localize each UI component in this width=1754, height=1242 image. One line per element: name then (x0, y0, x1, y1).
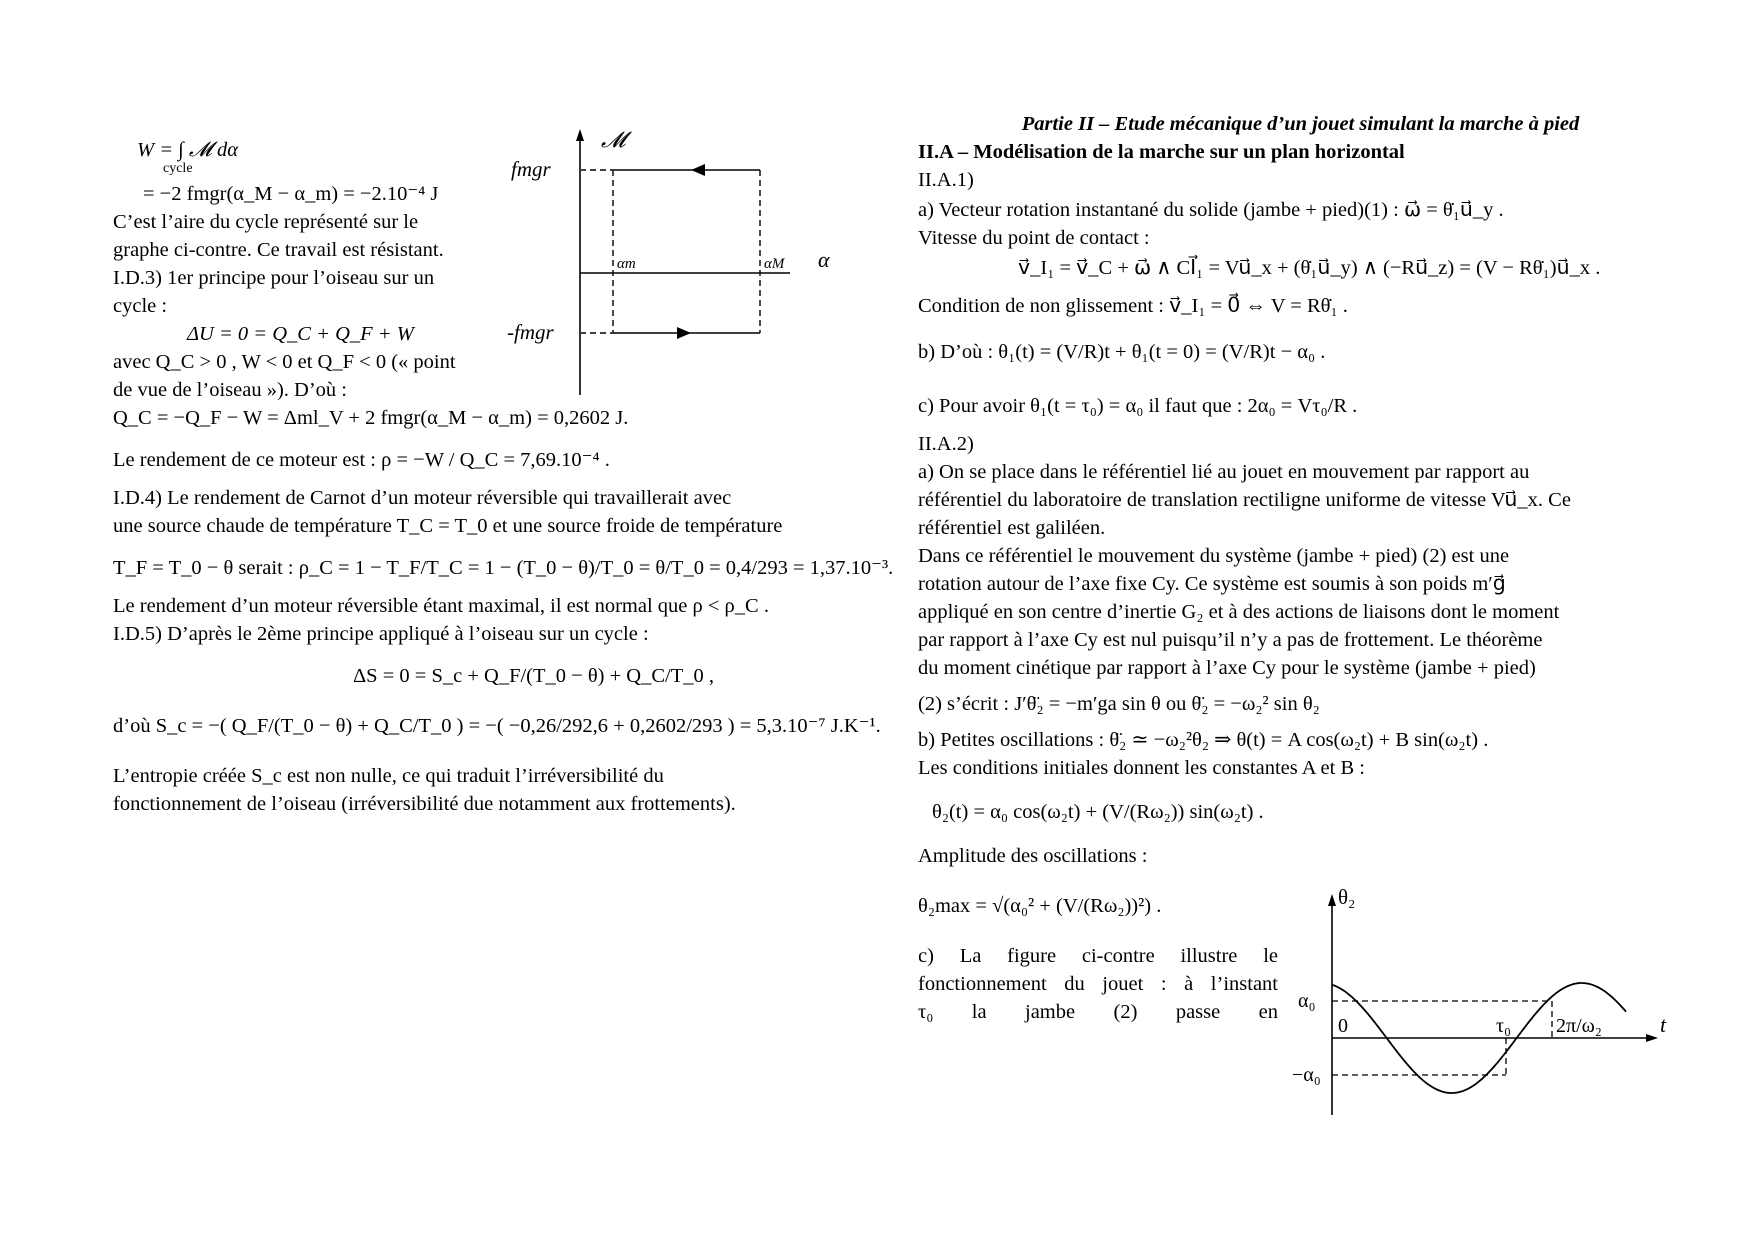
text-line: graphe ci-contre. Ce travail est résistant. (113, 239, 444, 261)
minus-fmgr-label: -fmgr (507, 320, 554, 344)
section-title: II.A – Modélisation de la marche sur un plan horizontal (918, 141, 1405, 163)
t-axis-arrow (1646, 1034, 1658, 1042)
text-line: avec Q_C > 0 , W < 0 et Q_F < 0 (« point (113, 351, 456, 373)
amplitude-eq: θ₂max = √(α₀² + (V/(Rω₂))²) . (918, 895, 1162, 917)
rotation-vector: a) Vecteur rotation instantané du solide (jambe + pied)(1) : ω⃗ = θ̇₁u⃗_y . (918, 199, 1504, 221)
text-line: fonctionnement de l’oiseau (irréversibilité due notamment aux frottements). (113, 793, 736, 815)
integral-subscript: cycle (163, 161, 193, 176)
text-line: rotation autour de l’axe fixe Cy. Ce système est soumis à son poids m′g⃗ (918, 573, 1506, 595)
text-line: τ₀ la jambe (2) passe en (918, 1001, 1278, 1023)
text-line: C’est l’aire du cycle représenté sur le (113, 211, 419, 233)
text-line: par rapport à l’axe Cy est nul puisqu’il n’y a pas de frottement. Le théorème (918, 629, 1543, 651)
section-id5: I.D.5) D’après le 2ème principe appliqué à l’oiseau sur un cycle : (113, 623, 649, 645)
minus-alpha0-label: −α₀ (1292, 1064, 1321, 1086)
text-line: c) La figure ci-contre illustre le (918, 945, 1278, 967)
moment-eq: (2) s’écrit : J′θ̈₂ = −m′ga sin θ ou θ̈₂ = −ω₂² sin θ₂ (918, 693, 1320, 715)
rendement-eq: ρ = −W / Q_C = 7,69.10⁻⁴ . (381, 449, 610, 471)
entropy-eq: ΔS = 0 = S_c + Q_F/(T_0 − θ) + Q_C/T_0 , (353, 665, 714, 687)
section-iia2: II.A.2) (918, 433, 974, 455)
bottom-arrow-right (677, 327, 691, 339)
figure-caption-block (918, 942, 1278, 1026)
text-line: une source chaude de température T_C = T_0 et une source froide de température (113, 515, 783, 537)
part-title: Partie II – Etude mécanique d’un jouet simulant la marche à pied (1021, 113, 1580, 135)
text-line: a) On se place dans le référentiel lié au jouet en mouvement par rapport au (918, 461, 1530, 483)
fmgr-label: fmgr (511, 157, 551, 181)
text-line: Dans ce référentiel le mouvement du système (jambe + pied) (2) est une (918, 545, 1510, 567)
carnot-eq: T_F = T_0 − θ serait : ρ_C = 1 − T_F/T_C = 1 − (T_0 − θ)/T_0 = θ/T_0 = 0,4/293 = 1,37.10⁻³. (113, 557, 894, 579)
text-line: Les conditions initiales donnent les constantes A et B : (918, 757, 1365, 779)
section-iia1: II.A.1) (918, 169, 974, 191)
text-line: fonctionnement du jouet : à l’instant (918, 973, 1278, 995)
qc-eq: Q_C = −Q_F − W = Δml_V + 2 fmgr(α_M − α_m) = 0,2602 J. (113, 407, 629, 429)
no-slip-condition: Condition de non glissement : v⃗_I₁ = 0⃗ ⇔ V = Rθ̇₁ . (918, 295, 1348, 317)
rendement-text: Le rendement de ce moteur est : (113, 449, 376, 471)
y-axis-arrow (576, 129, 584, 141)
tau0-condition: c) Pour avoir θ₁(t = τ₀) = α₀ il faut que : 2α₀ = Vτ₀/R . (918, 395, 1358, 417)
work-integral-eq: W = ∫ 𝓜 dα (137, 139, 238, 161)
text-line: référentiel du laboratoire de translation rectiligne uniforme de vitesse Vu⃗_x. Ce (918, 489, 1571, 511)
origin-label: 0 (1338, 1015, 1348, 1037)
section-id3: I.D.3) 1er principe pour l’oiseau sur un (113, 267, 435, 289)
oscillation-graph (1290, 880, 1670, 1120)
y-axis-label: 𝓜 (601, 127, 626, 152)
text-line: appliqué en son centre d’inertie G₂ et à des actions de liaisons dont le moment (918, 601, 1560, 623)
section-id4: I.D.4) Le rendement de Carnot d’un moteur réversible qui travaillerait avec (113, 487, 732, 509)
text-line: de vue de l’oiseau »). D’où : (113, 379, 347, 401)
top-arrow-left (691, 164, 705, 176)
text-line: référentiel est galiléen. (918, 517, 1106, 539)
t-axis-label: t (1660, 1012, 1667, 1037)
text-line: du moment cinétique par rapport à l’axe Cy pour le système (jambe + pied) (918, 657, 1536, 679)
alpha-m-label: αm (617, 256, 636, 272)
small-oscillations: b) Petites oscillations : θ̈₂ ≃ −ω₂²θ₂ ⇒ θ(t) = A cos(ω₂t) + B sin(ω₂t) . (918, 729, 1489, 751)
y-axis-label: θ₂ (1338, 885, 1356, 909)
text-line: cycle : (113, 295, 168, 317)
contact-speed-eq: v⃗_I₁ = v⃗_C + ω⃗ ∧ CI⃗₁ = Vu⃗_x + (θ̇₁u⃗_y) ∧ (−Ru⃗_z) = (V − Rθ̇₁)u⃗_x . (1018, 257, 1601, 279)
text-line: Le rendement d’un moteur réversible étant maximal, il est normal que ρ < ρ_C . (113, 595, 769, 617)
sc-eq: d’où S_c = −( Q_F/(T_0 − θ) + Q_C/T_0 ) = −( −0,26/292,6 + 0,2602/293 ) = 5,3.10⁻⁷ J.K⁻¹. (113, 715, 881, 737)
first-principle-eq: ΔU = 0 = Q_C + Q_F + W (187, 323, 414, 345)
text-line: Amplitude des oscillations : (918, 845, 1148, 867)
work-value: = −2 fmgr(α_M − α_m) = −2.10⁻⁴ J (143, 183, 439, 205)
alpha0-label: α₀ (1298, 990, 1316, 1012)
rendement-line (113, 446, 853, 474)
text-line: L’entropie créée S_c est non nulle, ce qui traduit l’irréversibilité du (113, 765, 664, 787)
tau0-label: τ₀ (1496, 1015, 1512, 1037)
text-line: Vitesse du point de contact : (918, 227, 1150, 249)
y-axis-arrow (1328, 894, 1336, 906)
theta1-eq: b) D’où : θ₁(t) = (V/R)t + θ₁(t = 0) = (V/R)t − α₀ . (918, 341, 1326, 363)
theta2-solution: θ₂(t) = α₀ cos(ω₂t) + (V/(Rω₂)) sin(ω₂t) . (932, 801, 1264, 823)
cycle-graph (505, 125, 865, 410)
alpha-M-label: αM (764, 256, 785, 272)
period-label: 2π/ω₂ (1556, 1015, 1602, 1037)
x-axis-label: α (818, 247, 830, 272)
